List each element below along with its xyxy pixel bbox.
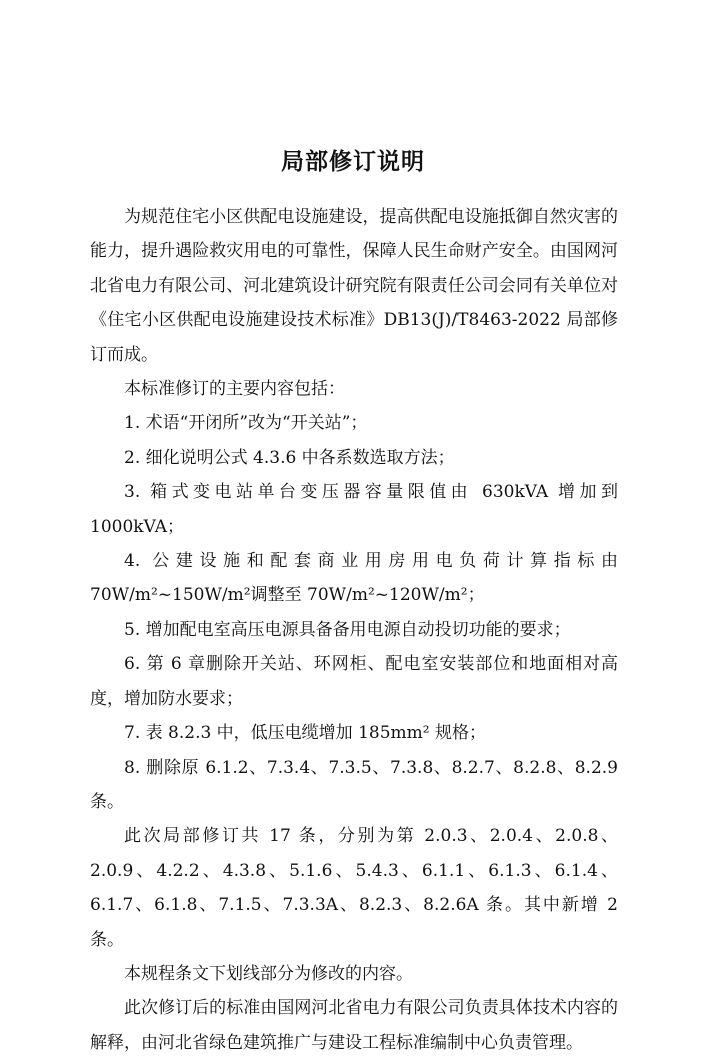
paragraph-intro: 为规范住宅小区供配电设施建设，提高供配电设施抵御自然灾害的能力，提升遇险救灾用电的可靠性，保障人民生命财产安全。由国网河北省电力有限公司、河北建筑设计研究院有限责任公司会同有关单位对《住宅小区供配电设施建设技术标准》DB13(J)/T8463-2022 局部修订而成。 — [90, 207, 618, 365]
paragraph-interpretation: 此次修订后的标准由国网河北省电力有限公司负责具体技术内容的解释，由河北省绿色建筑推广与建设工程标准编制中心负责管理。 — [90, 998, 618, 1053]
document-body — [90, 200, 618, 1060]
list-item-3: 3. 箱式变电站单台变压器容量限值由 630kVA 增加到1000kVA； — [90, 482, 618, 537]
list-item-1: 1. 术语“开闭所”改为“开关站”； — [124, 413, 368, 434]
page-title: 局部修订说明 — [281, 148, 425, 175]
list-item-4: 4. 公建设施和配套商业用房用电负荷计算指标由 70W/m²~150W/m²调整至 70W/m²~120W/m²； — [90, 551, 618, 606]
list-item-2: 2. 细化说明公式 4.3.6 中各系数选取方法； — [124, 447, 455, 468]
list-item-8: 8. 删除原 6.1.2、7.3.4、7.3.5、7.3.8、8.2.7、8.2.8、8.2.9 条。 — [90, 757, 618, 812]
paragraph-underline-note: 本规程条文下划线部分为修改的内容。 — [124, 963, 413, 984]
list-item-7: 7. 表 8.2.3 中，低压电缆增加 185mm² 规格； — [124, 723, 486, 744]
paragraph-summary-heading: 本标准修订的主要内容包括： — [124, 379, 345, 400]
list-item-6: 6. 第 6 章删除开关站、环网柜、配电室安装部位和地面相对高度，增加防水要求； — [90, 654, 618, 709]
paragraph-revision-count: 此次局部修订共 17 条，分别为第 2.0.3、2.0.4、2.0.8、2.0.9、4.2.2、4.3.8、5.1.6、5.4.3、6.1.1、6.1.3、6.1.4、6.1.7、6.1.8、7.1.5、7.3.3A、8.2.3、8.2.6A 条。其中新增 2 条。 — [90, 826, 618, 950]
list-item-5: 5. 增加配电室高压电源具备备用电源自动投切功能的要求； — [124, 619, 571, 640]
